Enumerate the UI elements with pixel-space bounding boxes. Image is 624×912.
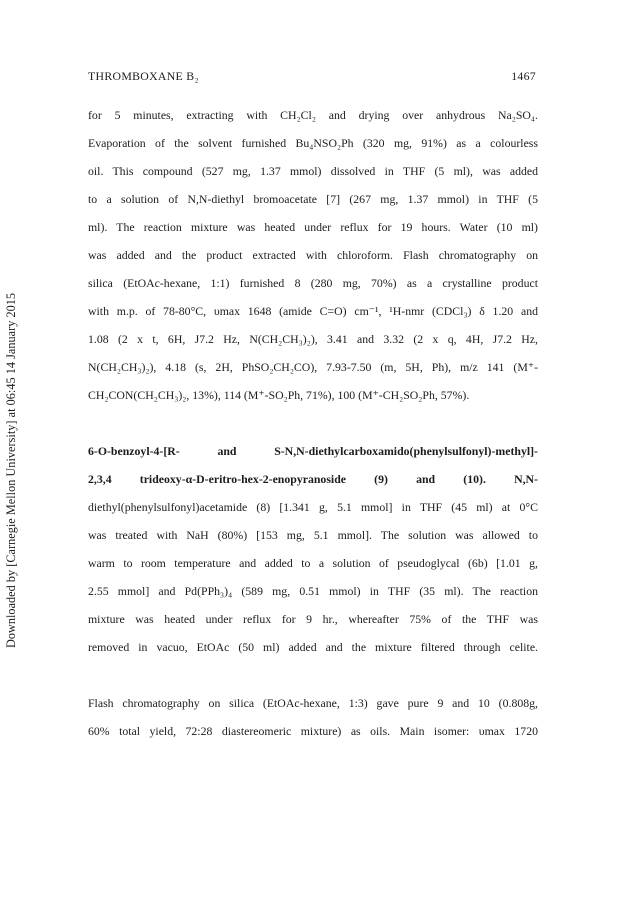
- text-line: N(CH₂CH₃)₂), 4.18 (s, 2H, PhSO₂CH₂CO), 7.93-7.50 (m, 5H, Ph), m/z 141 (M⁺-: [88, 360, 538, 374]
- text-line: mixture was heated under reflux for 9 hr., whereafter 75% of the THF was: [88, 612, 538, 626]
- text-line: with m.p. of 78-80°C, υmax 1648 (amide C=O) cm⁻¹, ¹H-nmr (CDCl₃) δ 1.20 and: [88, 304, 538, 318]
- download-watermark: Downloaded by [Carnegie Mellon University] at 06:45 14 January 2015: [4, 292, 18, 648]
- text-line: 2.55 mmol] and Pd(PPh₃)₄ (589 mg, 0.51 mmol) in THF (35 ml). The reaction: [88, 584, 538, 598]
- text-line: for 5 minutes, extracting with CH₂Cl₂ and drying over anhydrous Na₂SO₄.: [88, 108, 538, 122]
- text-line: was treated with NaH (80%) [153 mg, 5.1 mmol]. The solution was allowed to: [88, 528, 538, 542]
- text-line: CH₂CON(CH₂CH₃)₂, 13%), 114 (M⁺-SO₂Ph, 71%), 100 (M⁺-CH₂SO₂Ph, 57%).: [88, 388, 470, 402]
- section-heading-line: 2,3,4 trideoxy-α-D-eritro-hex-2-enopyranoside (9) and (10). N,N-: [88, 472, 538, 486]
- running-header: [88, 69, 536, 85]
- text-line: silica (EtOAc-hexane, 1:1) furnished 8 (280 mg, 70%) as a crystalline product: [88, 276, 538, 290]
- text-line: diethyl(phenylsulfonyl)acetamide (8) [1.341 g, 5.1 mmol] in THF (45 ml) at 0°C: [88, 500, 538, 514]
- section-heading-line: 6-O-benzoyl-4-[R- and S-N,N-diethylcarboxamido(phenylsulfonyl)-methyl]-: [88, 444, 538, 458]
- text-line: [88, 472, 538, 486]
- text-line: warm to room temperature and added to a solution of pseudoglycal (6b) [1.01 g,: [88, 556, 538, 570]
- text-line: 1.08 (2 x t, 6H, J7.2 Hz, N(CH₂CH₃)₂), 3.41 and 3.32 (2 x q, 4H, J7.2 Hz,: [88, 332, 538, 346]
- text-line: Evaporation of the solvent furnished Bu₄NSO₂Ph (320 mg, 91%) as a colourless: [88, 136, 538, 150]
- page-number: 1467: [511, 69, 536, 83]
- text-line: was added and the product extracted with chloroform. Flash chromatography on: [88, 248, 538, 262]
- text-line: ml). The reaction mixture was heated under reflux for 19 hours. Water (10 ml): [88, 220, 538, 234]
- text-line: removed in vacuo, EtOAc (50 ml) added and the mixture filtered through celite.: [88, 640, 538, 654]
- text-line: oil. This compound (527 mg, 1.37 mmol) dissolved in THF (5 ml), was added: [88, 164, 538, 178]
- text-line: Flash chromatography on silica (EtOAc-hexane, 1:3) gave pure 9 and 10 (0.808g,: [88, 696, 538, 710]
- running-title: THROMBOXANE B₂: [88, 69, 199, 83]
- text-line: to a solution of N,N-diethyl bromoacetate [7] (267 mg, 1.37 mmol) in THF (5: [88, 192, 538, 206]
- text-line: 60% total yield, 72:28 diastereomeric mixture) as oils. Main isomer: υmax 1720: [88, 724, 538, 738]
